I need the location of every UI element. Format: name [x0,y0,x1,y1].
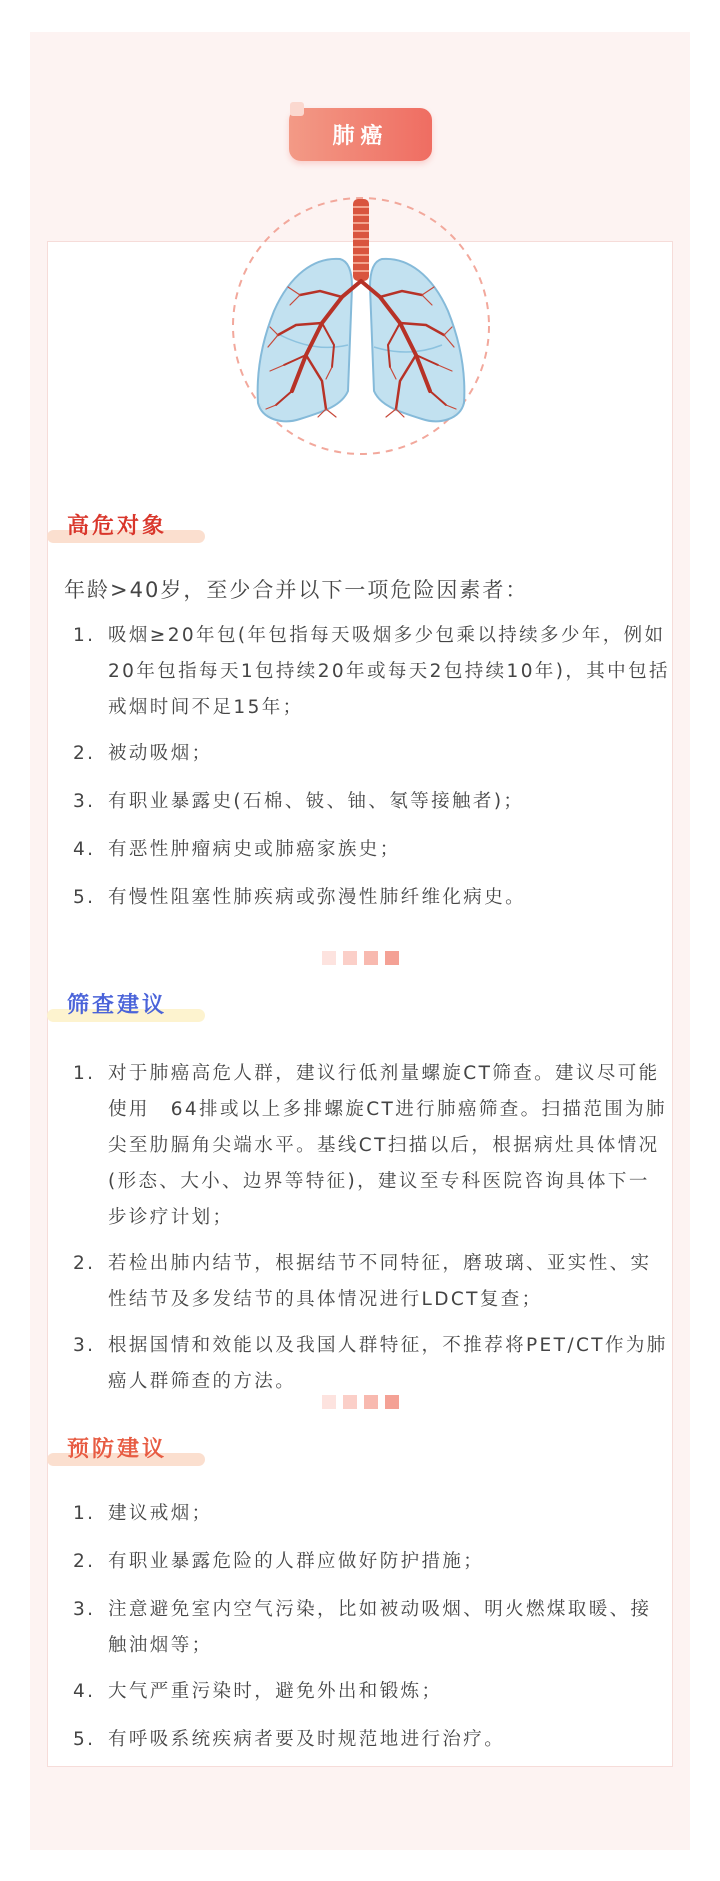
list-item [60,1674,670,1710]
list-item-text: 建议戒烟； [108,1503,213,1524]
list-item-text: 吸烟≥20年包(年包指每天吸烟多少包乘以持续多少年，例如20年包指每天1包持续20年或每天2包持续10年)，其中包括戒烟时间不足15年； [108,625,670,718]
section-title-text: 预防建议 [67,1437,168,1462]
list-item-number: 4. [73,1681,96,1702]
list-item-text: 有职业暴露史(石棉、铍、铀、氡等接触者)； [108,791,525,812]
list-item-number: 5. [73,1729,96,1750]
section-title-text: 高危对象 [67,514,168,539]
list-item-text: 被动吸烟； [108,743,213,764]
list-item-text: 有慢性阻塞性肺疾病或弥漫性肺纤维化病史。 [108,887,527,908]
section-title-prevention [47,1432,207,1466]
list-item [60,1496,670,1532]
section-divider [322,951,399,965]
list-item-text: 有职业暴露危险的人群应做好防护措施； [108,1551,485,1572]
page-title [289,108,432,161]
list-item [60,1722,670,1758]
list-item-number: 4. [73,839,96,860]
high-risk-list [60,618,670,916]
high-risk-intro: 年龄>40岁，至少合并以下一项危险因素者： [64,578,529,602]
list-item-text: 注意避免室内空气污染，比如被动吸烟、明火燃煤取暖、接触油烟等； [108,1599,652,1656]
list-item-number: 3. [73,1599,96,1620]
list-item-number: 5. [73,887,96,908]
list-item-number: 1. [73,1503,96,1524]
list-item [60,1544,670,1580]
list-item [60,1328,670,1400]
list-item-text: 大气严重污染时，避免外出和锻炼； [108,1681,443,1702]
list-item [60,1056,670,1236]
screening-list [60,1056,670,1400]
list-item-number: 2. [73,743,96,764]
list-item [60,880,670,916]
list-item-text: 根据国情和效能以及我国人群特征，不推荐将PET/CT作为肺癌人群筛查的方法。 [108,1335,668,1392]
prevention-list [60,1496,670,1758]
list-item-number: 1. [73,1063,96,1084]
list-item-number: 3. [73,791,96,812]
list-item-text: 有呼吸系统疾病者要及时规范地进行治疗。 [108,1729,506,1750]
list-item-text: 有恶性肿瘤病史或肺癌家族史； [108,839,401,860]
section-title-screening [47,988,207,1022]
list-item [60,1592,670,1664]
list-item [60,618,670,726]
section-title-text: 筛查建议 [67,993,168,1018]
list-item-number: 1. [73,625,96,646]
section-divider [322,1395,399,1409]
list-item-number: 3. [73,1335,96,1356]
list-item-text: 对于肺癌高危人群，建议行低剂量螺旋CT筛查。建议尽可能使用 64排或以上多排螺旋CT进行肺癌筛查。扫描范围为肺尖至肋膈角尖端水平。基线CT扫描以后，根据病灶具体情况(形态、大小、边界等特征)，建议至专科医院咨询具体下一步诊疗计划； [108,1063,667,1228]
list-item [60,832,670,868]
page-title-text: 肺癌 [332,124,389,149]
lungs-icon [230,195,492,457]
list-item [60,784,670,820]
section-title-high-risk [47,509,207,543]
list-item [60,1246,670,1318]
title-corner-decoration [290,102,304,116]
list-item-number: 2. [73,1253,96,1274]
list-item-text: 若检出肺内结节，根据结节不同特征，磨玻璃、亚实性、实性结节及多发结节的具体情况进行LDCT复查； [108,1253,652,1310]
list-item [60,736,670,772]
list-item-number: 2. [73,1551,96,1572]
